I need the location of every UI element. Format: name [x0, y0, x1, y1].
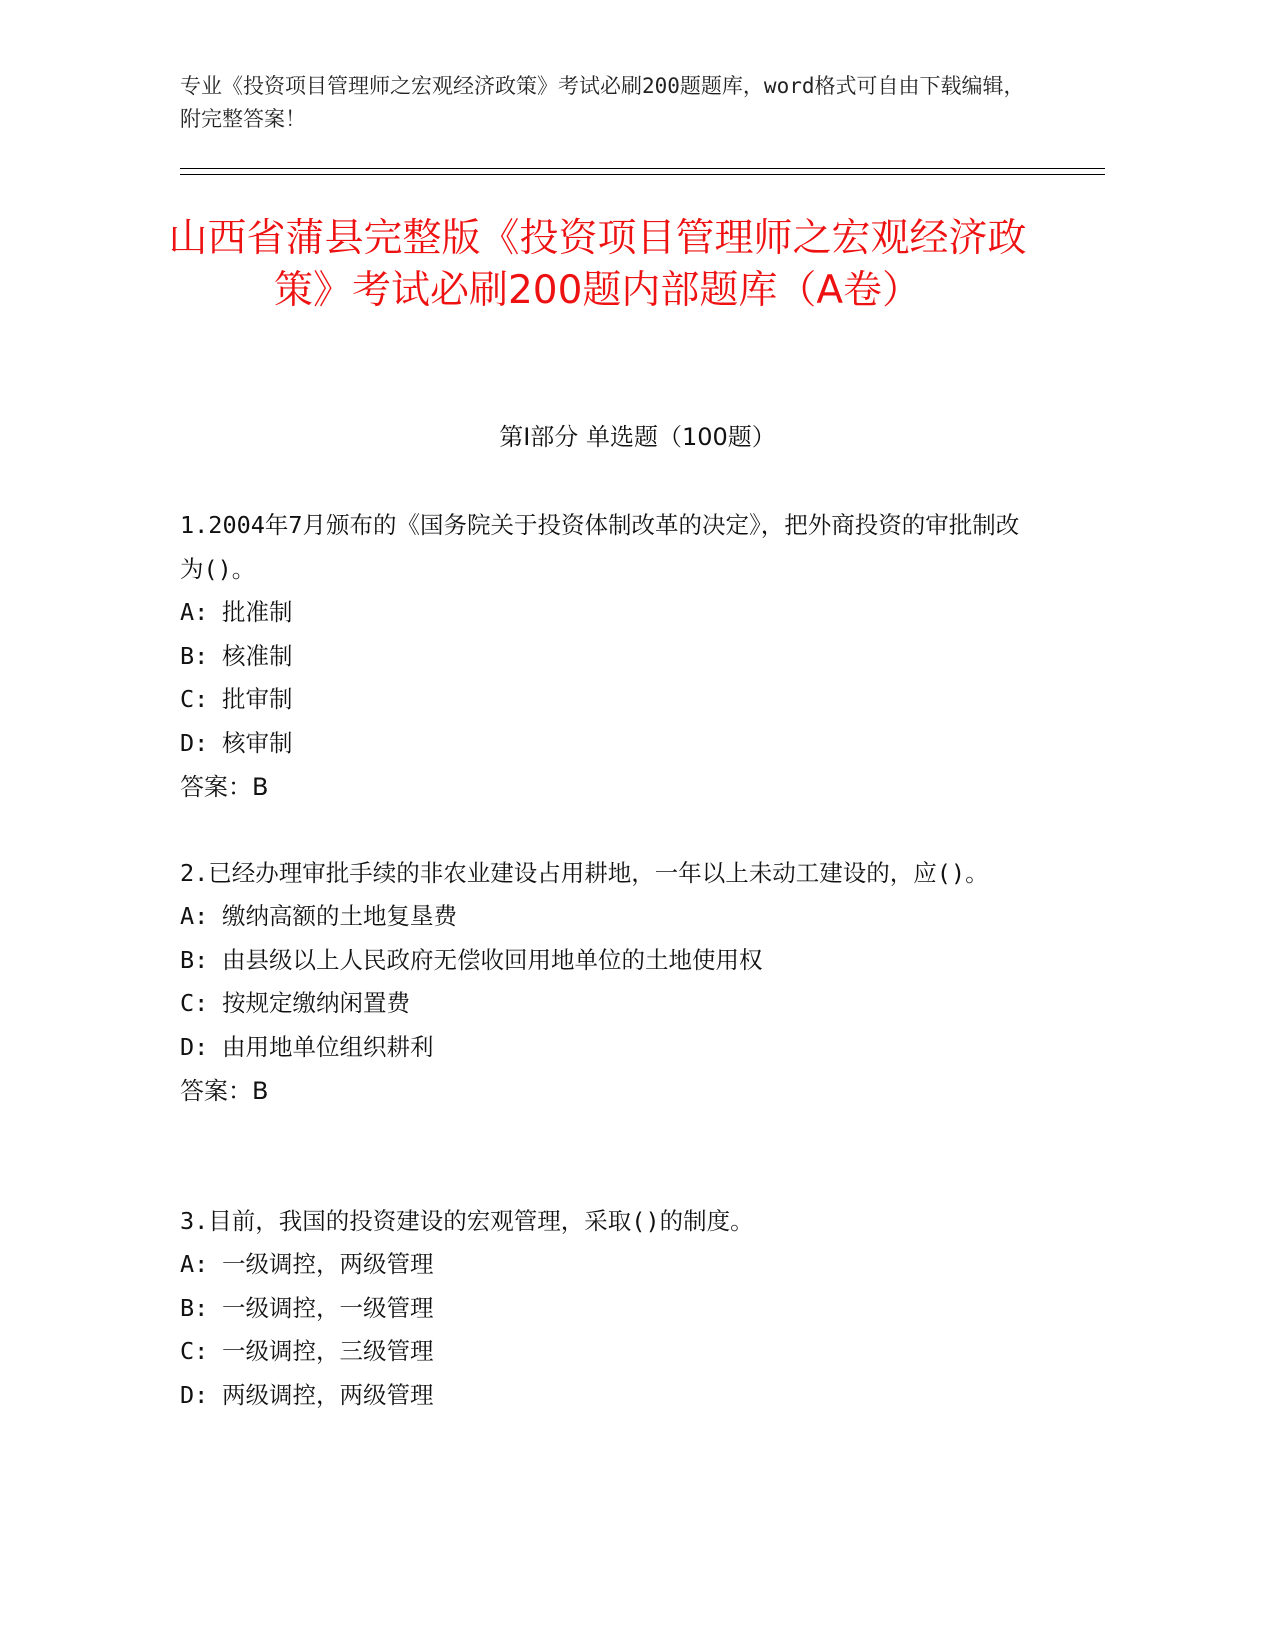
option-letter: A:: [180, 902, 209, 930]
option-letter: D:: [180, 1380, 209, 1409]
option-letter: B:: [180, 641, 209, 670]
option-text: 一级调控，三级管理: [222, 1337, 434, 1365]
question-option: [180, 982, 1040, 1026]
question-option: [180, 1026, 1040, 1070]
question-stem: 3.目前，我国的投资建设的宏观管理，采取()的制度。: [180, 1207, 754, 1235]
header-divider: [180, 168, 1105, 169]
option-text: 缴纳高额的土地复垦费: [222, 902, 457, 930]
option-text: 批审制: [222, 685, 293, 713]
option-text: 一级调控，两级管理: [222, 1250, 434, 1278]
question-option: [180, 895, 1040, 939]
option-text: 按规定缴纳闲置费: [222, 989, 410, 1017]
option-text: 一级调控，一级管理: [222, 1293, 434, 1322]
option-letter: D:: [180, 728, 209, 757]
header-divider-thick: [180, 174, 1105, 175]
option-letter: C:: [180, 989, 209, 1017]
question-option: [180, 635, 1040, 679]
option-letter: D:: [180, 1032, 209, 1061]
option-text: 核准制: [222, 641, 293, 670]
question-option: [180, 678, 1040, 722]
option-letter: C:: [180, 1337, 209, 1365]
question-option: [180, 1330, 1040, 1374]
option-text: 由县级以上人民政府无偿收回用地单位的土地使用权: [222, 945, 763, 974]
question-item: [180, 503, 1040, 809]
question-answer: 答案：B: [180, 773, 269, 801]
option-text: 批准制: [222, 598, 293, 626]
question-option: [180, 591, 1040, 635]
header-note: 专业《投资项目管理师之宏观经济政策》考试必刷200题题库，word格式可自由下载编辑，附完整答案！: [180, 74, 1025, 131]
option-text: 核审制: [222, 728, 293, 757]
option-text: 两级调控，两级管理: [222, 1380, 434, 1409]
question-stem: 2.已经办理审批手续的非农业建设占用耕地，一年以上未动工建设的，应()。: [180, 859, 989, 887]
option-letter: C:: [180, 685, 209, 713]
section-title: 第I部分 单选题（100题）: [499, 423, 776, 451]
option-letter: B:: [180, 1293, 209, 1322]
option-letter: B:: [180, 945, 209, 974]
option-letter: A:: [180, 598, 209, 626]
document-title: 山西省蒲县完整版《投资项目管理师之宏观经济政策》考试必刷200题内部题库（A卷）: [168, 216, 1027, 313]
question-option: [180, 939, 1040, 983]
question-item: [180, 851, 1040, 1113]
option-text: 由用地单位组织耕利: [222, 1032, 434, 1061]
question-stem: 1.2004年7月颁布的《国务院关于投资体制改革的决定》，把外商投资的审批制改为()。: [180, 511, 1020, 583]
question-answer: 答案：B: [180, 1077, 269, 1105]
question-item: [180, 1199, 1040, 1417]
question-option: [180, 1374, 1040, 1418]
question-option: [180, 722, 1040, 766]
question-option: [180, 1287, 1040, 1331]
question-option: [180, 1243, 1040, 1287]
option-letter: A:: [180, 1250, 209, 1278]
